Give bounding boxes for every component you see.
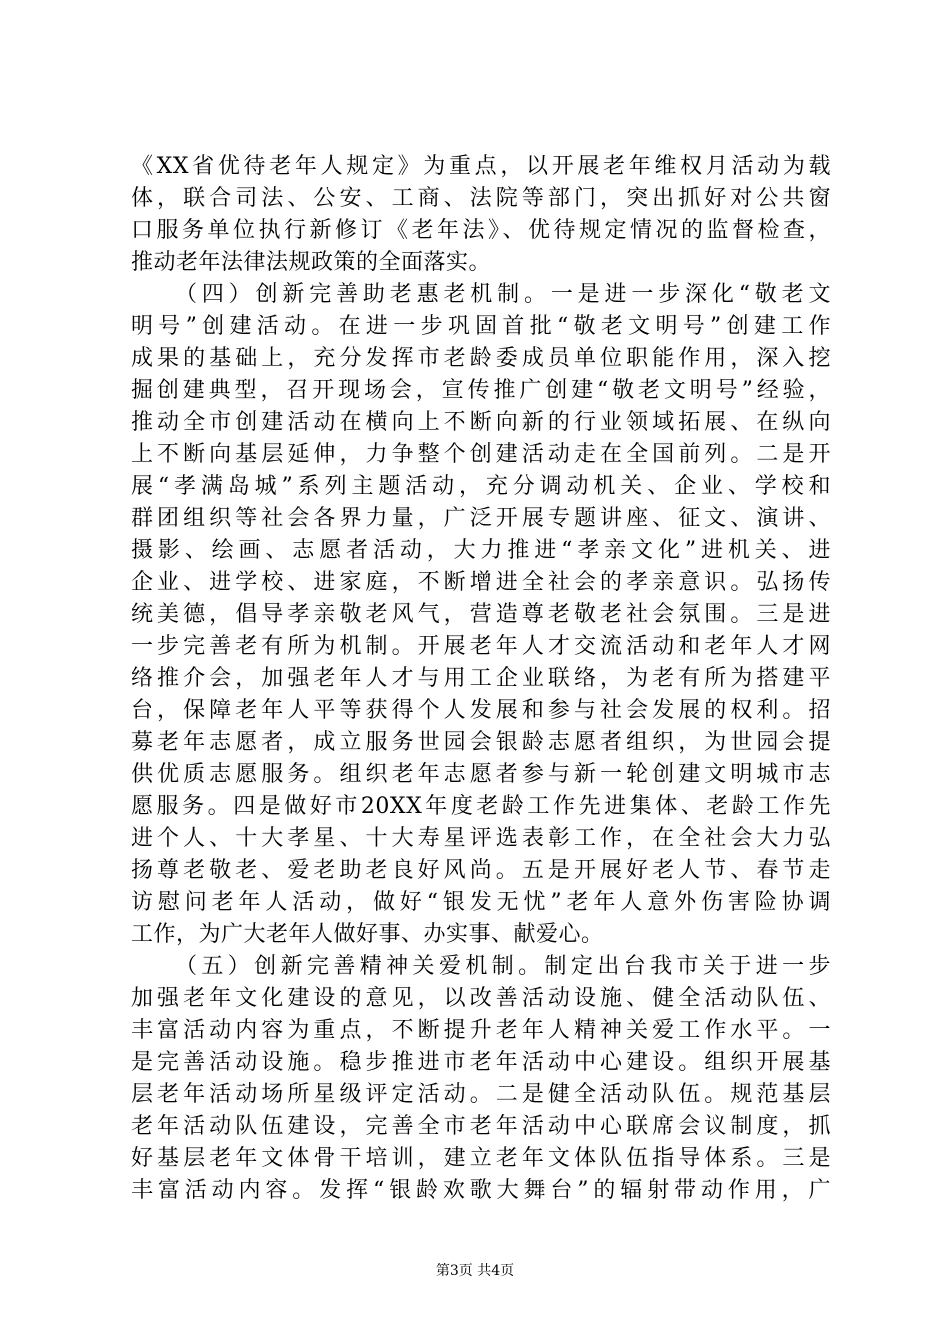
text-line: 推动老年法律法规政策的全面落实。 bbox=[131, 250, 492, 275]
text-line: 丰富活动内容为重点，不断提升老年人精神关爱工作水平。一 bbox=[131, 1018, 831, 1043]
text-line: 口服务单位执行新修订《老年法》、优待规定情况的监督检查， bbox=[131, 218, 831, 243]
text-line: 展“孝满岛城”系列主题活动，充分调动机关、企业、学校和 bbox=[131, 474, 831, 499]
text-line: 企业、进学校、进家庭，不断增进全社会的孝亲意识。弘扬传 bbox=[131, 570, 831, 595]
text-line: 体，联合司法、公安、工商、法院等部门，突出抓好对公共窗 bbox=[131, 186, 831, 211]
text-line: 台，保障老年人平等获得个人发展和参与社会发展的权利。招 bbox=[131, 698, 831, 723]
text-line: （五）创新完善精神关爱机制。制定出台我市关于进一步 bbox=[175, 954, 831, 979]
text-line: 群团组织等社会各界力量，广泛开展专题讲座、征文、演讲、 bbox=[131, 506, 831, 531]
body-text bbox=[131, 151, 831, 1207]
text-line: 丰富活动内容。发挥“银龄欢歌大舞台”的辐射带动作用，广 bbox=[131, 1178, 831, 1203]
text-line: 推动全市创建活动在横向上不断向新的行业领域拓展、在纵向 bbox=[131, 410, 831, 435]
text-line: 募老年志愿者，成立服务世园会银龄志愿者组织，为世园会提 bbox=[131, 730, 831, 755]
text-line: 供优质志愿服务。组织老年志愿者参与新一轮创建文明城市志 bbox=[131, 762, 831, 787]
text-line: 摄影、绘画、志愿者活动，大力推进“孝亲文化”进机关、进 bbox=[131, 538, 831, 563]
text-line: 掘创建典型，召开现场会，宣传推广创建“敬老文明号”经验， bbox=[131, 378, 831, 403]
text-line: 扬尊老敬老、爱老助老良好风尚。五是开展好老人节、春节走 bbox=[131, 858, 831, 883]
text-line: （四）创新完善助老惠老机制。一是进一步深化“敬老文 bbox=[175, 282, 831, 307]
text-line: 是完善活动设施。稳步推进市老年活动中心建设。组织开展基 bbox=[131, 1050, 831, 1075]
text-line: 成果的基础上，充分发挥市老龄委成员单位职能作用，深入挖 bbox=[131, 346, 831, 371]
text-line: 访慰问老年人活动，做好“银发无忧”老年人意外伤害险协调 bbox=[131, 890, 831, 915]
text-line: 上不断向基层延伸，力争整个创建活动走在全国前列。二是开 bbox=[131, 442, 831, 467]
text-line: 统美德，倡导孝亲敬老风气，营造尊老敬老社会氛围。三是进 bbox=[131, 602, 831, 627]
page-footer: 第3页 共4页 bbox=[435, 1263, 515, 1279]
text-line: 《XX省优待老年人规定》为重点，以开展老年维权月活动为载 bbox=[131, 154, 831, 179]
text-line: 一步完善老有所为机制。开展老年人才交流活动和老年人才网 bbox=[131, 634, 831, 659]
text-line: 老年活动队伍建设，完善全市老年活动中心联席会议制度，抓 bbox=[131, 1114, 831, 1139]
text-line: 加强老年文化建设的意见，以改善活动设施、健全活动队伍、 bbox=[131, 986, 831, 1011]
text-line: 工作，为广大老年人做好事、办实事、献爱心。 bbox=[131, 922, 604, 947]
text-line: 层老年活动场所星级评定活动。二是健全活动队伍。规范基层 bbox=[131, 1082, 831, 1107]
text-line: 进个人、十大孝星、十大寿星评选表彰工作，在全社会大力弘 bbox=[131, 826, 831, 851]
text-line: 明号”创建活动。在进一步巩固首批“敬老文明号”创建工作 bbox=[131, 314, 831, 339]
text-line: 愿服务。四是做好市20XX年度老龄工作先进集体、老龄工作先 bbox=[131, 794, 831, 819]
text-line: 络推介会，加强老年人才与用工企业联络，为老有所为搭建平 bbox=[131, 666, 831, 691]
text-line: 好基层老年文体骨干培训，建立老年文体队伍指导体系。三是 bbox=[131, 1146, 831, 1171]
